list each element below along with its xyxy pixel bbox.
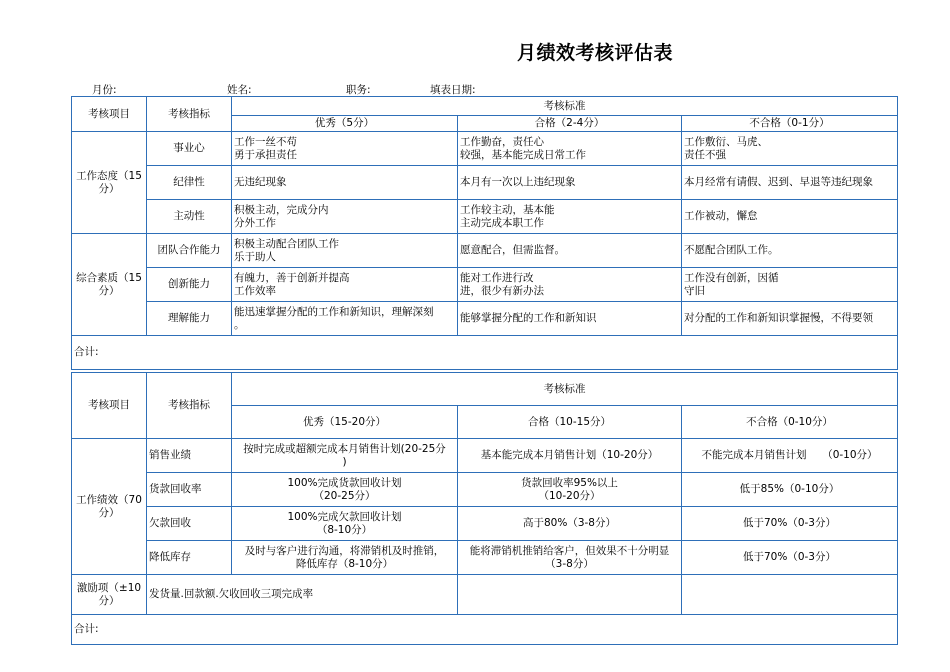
bonus-pass-cell	[458, 575, 682, 615]
indicator-name: 降低库存	[147, 541, 232, 575]
header-standard: 考核标准	[232, 373, 898, 406]
group-overall-quality: 综合素质（15分）	[72, 234, 147, 336]
header-fail: 不合格（0-10分）	[682, 406, 898, 439]
header-pass: 合格（10-15分）	[458, 406, 682, 439]
header-indicator: 考核指标	[147, 373, 232, 439]
indicator-name: 创新能力	[147, 268, 232, 302]
excellent-criteria: 有魄力，善于创新并提高 工作效率	[232, 268, 458, 302]
indicator-name: 团队合作能力	[147, 234, 232, 268]
table-row	[72, 200, 898, 234]
excellent-criteria: 积极主动配合团队工作 乐于助人	[232, 234, 458, 268]
name-label: 姓名:	[227, 84, 252, 96]
fail-criteria: 工作敷衍、马虎、 责任不强	[682, 132, 898, 166]
table-row	[72, 302, 898, 336]
pass-criteria: 本月有一次以上违纪现象	[458, 166, 682, 200]
fail-criteria: 不能完成本月销售计划 （0-10分）	[682, 439, 898, 473]
total-row	[72, 615, 898, 645]
fail-criteria: 对分配的工作和新知识掌握慢，不得要领	[682, 302, 898, 336]
fail-criteria: 低于85%（0-10分）	[682, 473, 898, 507]
pass-criteria: 能对工作进行改 进，很少有新办法	[458, 268, 682, 302]
excellent-criteria: 按时完成或超额完成本月销售计划(20-25分 )	[232, 439, 458, 473]
header-excellent: 优秀（5分）	[232, 116, 458, 132]
page-title: 月绩效考核评估表	[516, 42, 673, 64]
pass-criteria: 高于80%（3-8分）	[458, 507, 682, 541]
pass-criteria: 能够掌握分配的工作和新知识	[458, 302, 682, 336]
bonus-fail-cell	[682, 575, 898, 615]
excellent-criteria: 积极主动，完成分内 分外工作	[232, 200, 458, 234]
excellent-criteria: 能迅速掌握分配的工作和新知识，理解深刻 。	[232, 302, 458, 336]
excellent-criteria: 无违纪现象	[232, 166, 458, 200]
group-work-performance: 工作绩效（70分）	[72, 439, 147, 575]
date-label: 填表日期:	[430, 84, 476, 96]
bonus-label: 激励项（±10分）	[72, 575, 147, 615]
group-work-attitude: 工作态度（15分）	[72, 132, 147, 234]
indicator-name: 纪律性	[147, 166, 232, 200]
pass-criteria: 货款回收率95%以上 （10-20分）	[458, 473, 682, 507]
pass-criteria: 基本能完成本月销售计划（10-20分）	[458, 439, 682, 473]
pass-criteria: 工作较主动，基本能 主动完成本职工作	[458, 200, 682, 234]
table-row	[72, 268, 898, 302]
total-label: 合计:	[72, 615, 898, 645]
fail-criteria: 不愿配合团队工作。	[682, 234, 898, 268]
table-row	[72, 473, 898, 507]
bonus-row	[72, 575, 898, 615]
pass-criteria: 能将滞销机推销给客户，但效果不十分明显 （3-8分）	[458, 541, 682, 575]
header-fail: 不合格（0-1分）	[682, 116, 898, 132]
table-row	[72, 439, 898, 473]
header-excellent: 优秀（15-20分）	[232, 406, 458, 439]
pass-criteria: 愿意配合，但需监督。	[458, 234, 682, 268]
table-row	[72, 541, 898, 575]
indicator-name: 理解能力	[147, 302, 232, 336]
table-row	[72, 507, 898, 541]
excellent-criteria: 100%完成欠款回收计划 （8-10分）	[232, 507, 458, 541]
indicator-name: 销售业绩	[147, 439, 232, 473]
indicator-name: 欠款回收	[147, 507, 232, 541]
total-row	[72, 336, 898, 370]
indicator-name: 事业心	[147, 132, 232, 166]
excellent-criteria: 及时与客户进行沟通，将滞销机及时推销， 降低库存（8-10分）	[232, 541, 458, 575]
header-standard: 考核标准	[232, 97, 898, 116]
excellent-criteria: 工作一丝不苟 勇于承担责任	[232, 132, 458, 166]
header-item: 考核项目	[72, 373, 147, 439]
fail-criteria: 本月经常有请假、迟到、早退等违纪现象	[682, 166, 898, 200]
table-row	[72, 132, 898, 166]
fail-criteria: 工作没有创新，因循 守旧	[682, 268, 898, 302]
fail-criteria: 低于70%（0-3分）	[682, 541, 898, 575]
table-row	[72, 234, 898, 268]
table-row	[72, 166, 898, 200]
indicator-name: 货款回收率	[147, 473, 232, 507]
total-label: 合计:	[72, 336, 898, 370]
fail-criteria: 低于70%（0-3分）	[682, 507, 898, 541]
attitude-quality-table	[71, 96, 898, 370]
indicator-name: 主动性	[147, 200, 232, 234]
fail-criteria: 工作被动，懈怠	[682, 200, 898, 234]
header-item: 考核项目	[72, 97, 147, 132]
month-label: 月份:	[92, 84, 117, 96]
header-indicator: 考核指标	[147, 97, 232, 132]
excellent-criteria: 100%完成货款回收计划 （20-25分）	[232, 473, 458, 507]
performance-table	[71, 372, 898, 645]
position-label: 职务:	[346, 84, 371, 96]
header-pass: 合格（2-4分）	[458, 116, 682, 132]
bonus-description: 发货量.回款额.欠收回收三项完成率	[147, 575, 458, 615]
pass-criteria: 工作勤奋，责任心 较强，基本能完成日常工作	[458, 132, 682, 166]
